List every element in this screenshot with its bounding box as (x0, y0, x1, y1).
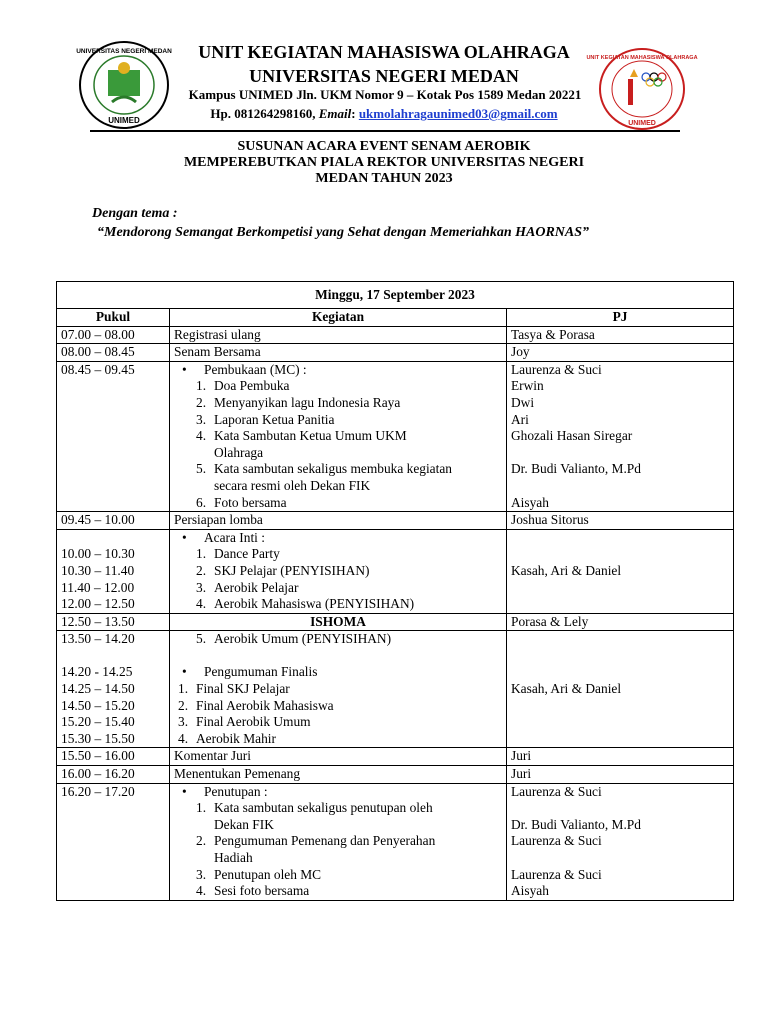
table-date: Minggu, 17 September 2023 (57, 282, 734, 309)
left-logo-bottom-text: UNIMED (108, 116, 140, 125)
right-logo-bottom-text: UNIMED (628, 120, 656, 127)
theme-label: Dengan tema : (92, 206, 178, 221)
table-row: 16.00 – 16.20 Menentukan Pemenang Juri (57, 766, 734, 784)
table-row: 08.45 – 09.45 • Pembukaan (MC) : 1. Doa Pembuka 2. Menyanyikan lagu Indonesia Raya 3. Laporan Ketua Panitia 4. Kata Sambutan Ketua Umum UKM Olahraga 5. Kata sambutan sekaligus membuka kegiatan secara resmi oleh Dekan FIK 6. Foto bersama Laurenza & Suci Erwin Dwi Ari Ghozali Hasan Siregar Dr. Budi Valianto, M.Pd Aisyah (57, 361, 734, 511)
table-row: 08.00 – 08.45 Senam Bersama Joy (57, 344, 734, 362)
table-row: 12.50 – 13.50 ISHOMA Porasa & Lely (57, 613, 734, 631)
table-row: 10.00 – 10.30 10.30 – 11.40 11.40 – 12.00 12.00 – 12.50 • Acara Inti : 1. Dance Party 2. SKJ Pelajar (PENYISIHAN) 3. Aerobik Pelajar 4. Aerobik Mahasiswa (PENYISIHAN) Kasah, Ari & Daniel (57, 529, 734, 613)
address: Kampus UNIMED Jln. UKM Nomor 9 – Kotak Pos 1589 Medan 20221 (188, 87, 582, 102)
email-link[interactable]: ukmolahragaunimed03@gmail.com (358, 106, 558, 121)
closing-list: • Penutupan : 1. Kata sambutan sekaligus penutupan oleh Dekan FIK 2. Pengumuman Pemenang dan Penyerahan Hadiah 3. Penutupan oleh MC 4. Sesi foto bersama (170, 783, 507, 900)
doc-title-2: MEMPEREBUTKAN PIALA REKTOR UNIVERSITAS NEGERI (183, 155, 585, 170)
table-row: 13.50 – 14.20 14.20 - 14.25 14.25 – 14.50 14.50 – 15.20 15.20 – 15.40 15.30 – 15.50 5. Aerobik Umum (PENYISIHAN) • Pengumuman Finalis 1. Final SKJ Pelajar 2. Final Aerobik Mahasiswa 3. Final Aerobik Umum 4. Aerobik Mahir Kasah, Ari & Daniel (57, 631, 734, 748)
contact-line: Hp. 081264298160, Email: ukmolahragaunimed03@gmail.com (210, 106, 558, 121)
university-name: UNIVERSITAS NEGERI MEDAN (249, 66, 519, 86)
left-logo-ring-text: UNIVERSITAS NEGERI MEDAN (76, 48, 172, 55)
table-row: 09.45 – 10.00 Persiapan lomba Joshua Sitorus (57, 512, 734, 530)
header-divider (90, 130, 680, 132)
schedule-table (56, 281, 734, 901)
theme-text: “Mendorong Semangat Berkompetisi yang Sehat dengan Memeriahkan HAORNAS” (97, 225, 590, 240)
opening-list: • Pembukaan (MC) : 1. Doa Pembuka 2. Menyanyikan lagu Indonesia Raya 3. Laporan Ketua Panitia 4. Kata Sambutan Ketua Umum UKM Olahraga 5. Kata sambutan sekaligus membuka kegiatan secara resmi oleh Dekan FIK 6. Foto bersama (170, 361, 507, 511)
table-row: 16.20 – 17.20 • Penutupan : 1. Kata sambutan sekaligus penutupan oleh Dekan FIK 2. Pengumuman Pemenang dan Penyerahan Hadiah 3. Penutupan oleh MC 4. Sesi foto bersama Laurenza & Suci Dr. Budi Valianto, M.Pd Laurenza & Suci Laurenza & Suci Aisyah (57, 783, 734, 900)
org-name: UNIT KEGIATAN MAHASISWA OLAHRAGA (198, 42, 570, 62)
main-event-list: • Acara Inti : 1. Dance Party 2. SKJ Pelajar (PENYISIHAN) 3. Aerobik Pelajar 4. Aerobik Mahasiswa (PENYISIHAN) (170, 529, 507, 613)
doc-title-3: MEDAN TAHUN 2023 (315, 171, 453, 186)
email-label: Email (318, 106, 352, 121)
finals-list: 5. Aerobik Umum (PENYISIHAN) • Pengumuman Finalis 1. Final SKJ Pelajar 2. Final Aerobik Mahasiswa 3. Final Aerobik Umum 4. Aerobik Mahir (170, 631, 507, 748)
right-logo-ring-text: UNIT KEGIATAN MAHASISWA OLAHRAGA (586, 55, 698, 61)
table-row: 07.00 – 08.00 Registrasi ulang Tasya & Porasa (57, 326, 734, 344)
col-header-pj: PJ (507, 309, 734, 327)
col-header-activity: Kegiatan (170, 309, 507, 327)
table-row: 15.50 – 16.00 Komentar Juri Juri (57, 748, 734, 766)
phone: Hp. 081264298160, (210, 106, 316, 121)
doc-title-1: SUSUNAN ACARA EVENT SENAM AEROBIK (237, 139, 531, 154)
col-header-time: Pukul (57, 309, 170, 327)
